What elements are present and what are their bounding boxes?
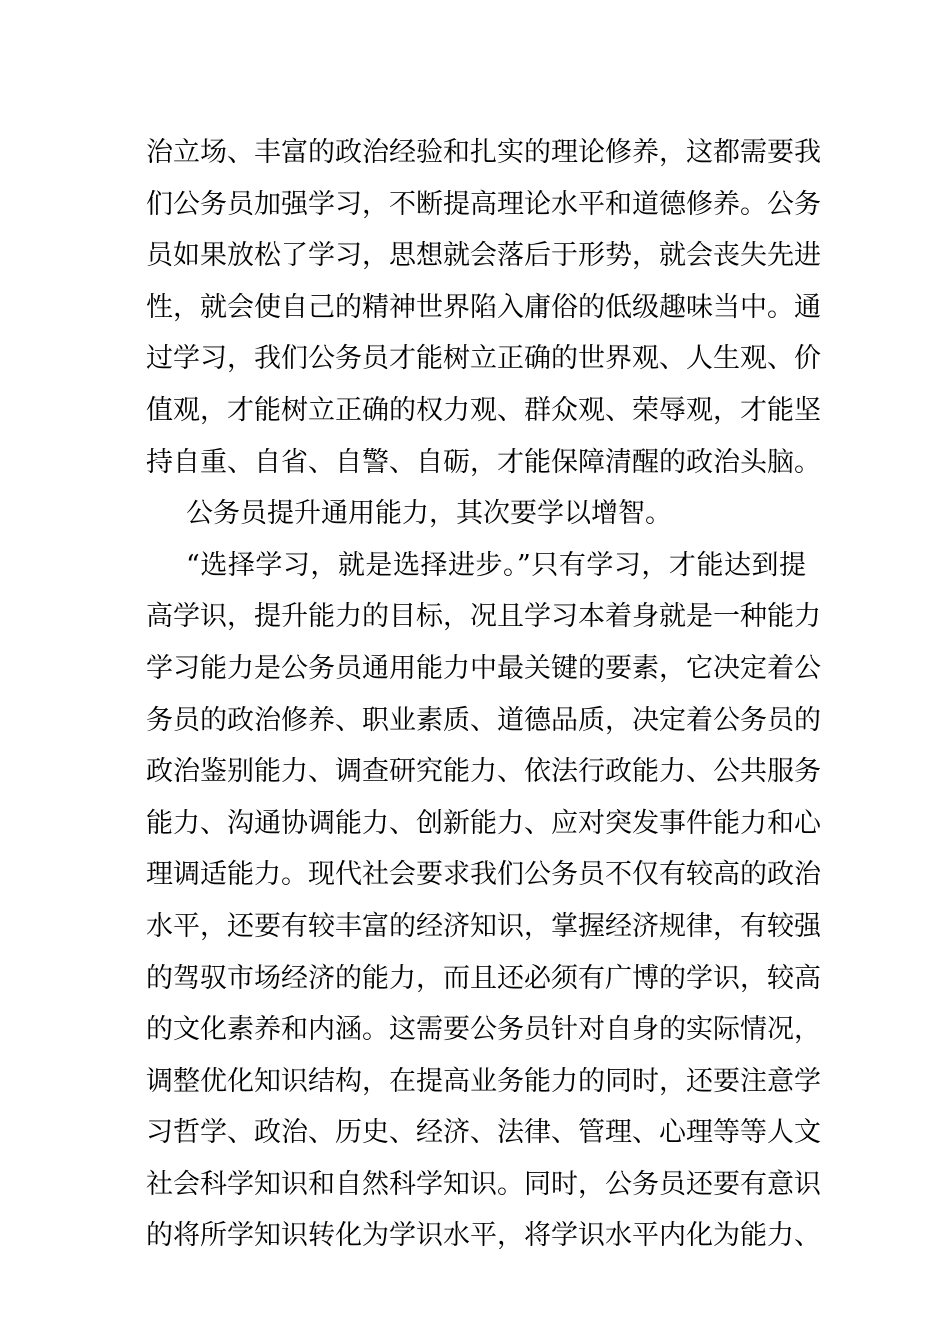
text-line: 性，就会使自己的精神世界陷入庸俗的低级趣味当中。通 [146,291,821,323]
text-line: 值观，才能树立正确的权力观、群众观、荣辱观，才能坚 [146,394,821,426]
text-line: 水平，还要有较丰富的经济知识，掌握经济规律，有较强 [146,910,821,942]
text-line: 的将所学知识转化为学识水平，将学识水平内化为能力、 [146,1220,821,1252]
paragraph-3 [146,540,821,1262]
text-line: 能力、沟通协调能力、创新能力、应对突发事件能力和心 [146,807,821,839]
text-line: 学习能力是公务员通用能力中最关键的要素，它决定着公 [146,652,821,684]
text-line: 调整优化知识结构，在提高业务能力的同时，还要注意学 [146,1065,821,1097]
document-body [146,127,821,1262]
text-line: 治立场、丰富的政治经验和扎实的理论修养，这都需要我 [146,137,821,168]
text-line: 们公务员加强学习，不断提高理论水平和道德修养。公务 [146,188,821,220]
text-line: 员如果放松了学习，思想就会落后于形势，就会丧失先进 [146,240,821,272]
text-line: 的驾驭市场经济的能力，而且还必须有广博的学识，较高 [146,962,821,994]
text-line: 公务员提升通用能力，其次要学以增智。 [186,498,672,530]
text-line: 社会科学知识和自然科学知识。同时，公务员还要有意识 [146,1168,821,1200]
text-line: 持自重、自省、自警、自砺，才能保障清醒的政治头脑。 [146,446,821,478]
text-line: 务员的政治修养、职业素质、道德品质，决定着公务员的 [146,704,821,736]
text-line: 高学识，提升能力的目标，况且学习本着身就是一种能力 [146,601,821,633]
paragraph-1 [146,127,821,488]
paragraph-2 [146,488,806,540]
text-line: 理调适能力。现代社会要求我们公务员不仅有较高的政治 [146,859,821,891]
text-line: 习哲学、政治、历史、经济、法律、管理、心理等等人文 [146,1117,821,1149]
text-line: 过学习，我们公务员才能树立正确的世界观、人生观、价 [146,343,821,375]
text-line: 政治鉴别能力、调查研究能力、依法行政能力、公共服务 [146,756,821,788]
text-line: 的文化素养和内涵。这需要公务员针对自身的实际情况， [146,1014,821,1046]
text-line: “选择学习，就是选择进步。”只有学习，才能达到提 [186,549,806,581]
